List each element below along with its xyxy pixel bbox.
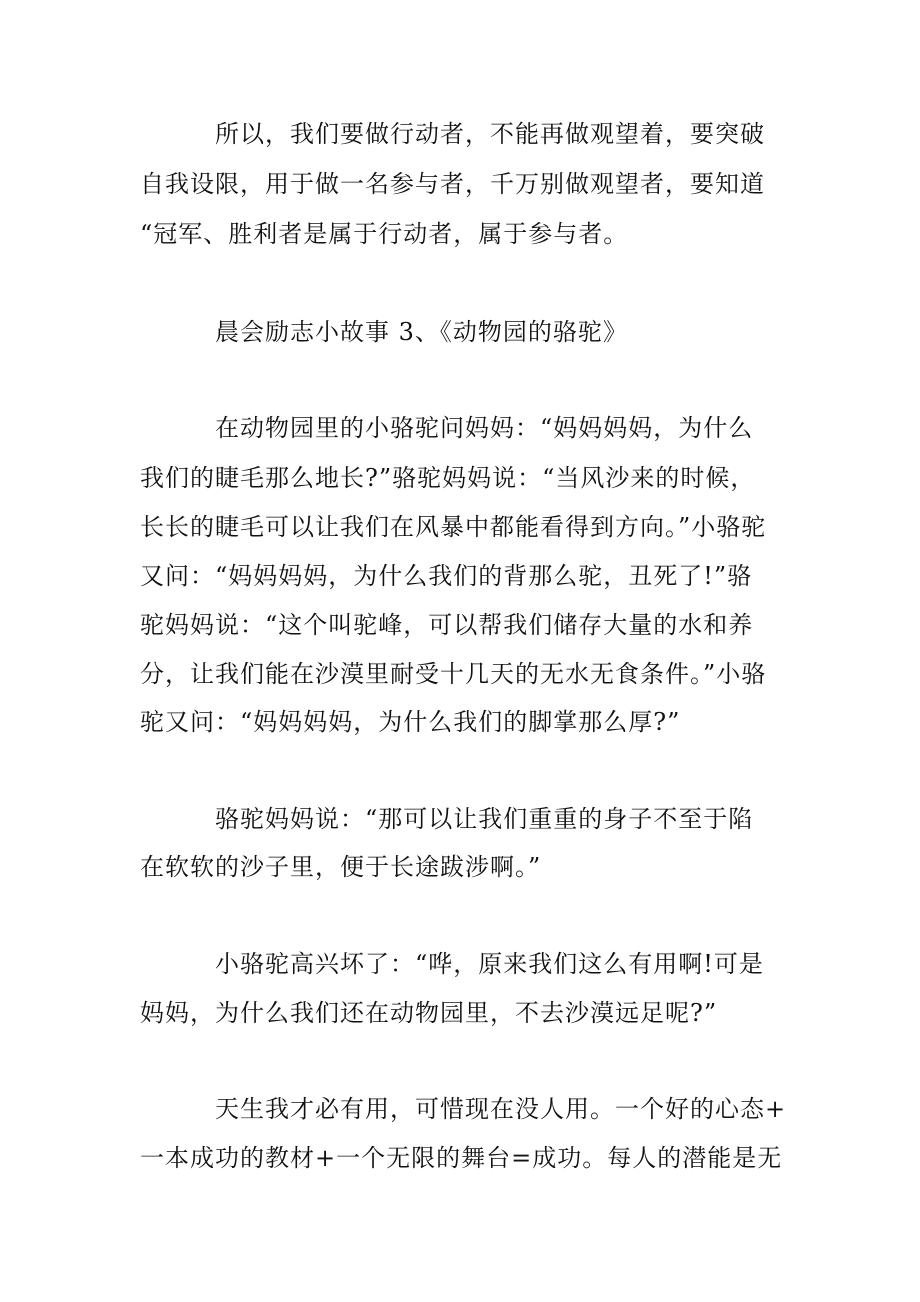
paragraph-4-line-1: 骆驼妈妈说：“那可以让我们重重的身子不至于陷 xyxy=(215,805,754,833)
paragraph-3-line-7: 驼又问：“妈妈妈妈，为什么我们的脚掌那么厚?” xyxy=(140,708,681,736)
story-heading: 晨会励志小故事 3、《动物园的骆驼》 xyxy=(215,318,628,346)
paragraph-3-line-5: 驼妈妈说：“这个叫驼峰，可以帮我们储存大量的水和养 xyxy=(140,611,754,639)
paragraph-3-line-3: 长长的睫毛可以让我们在风暴中都能看得到方向。”小骆驼 xyxy=(140,513,767,541)
paragraph-6-line-1: 天生我才必有用，可惜现在没人用。一个好的心态+ xyxy=(215,1095,787,1123)
paragraph-3-line-1: 在动物园里的小骆驼问妈妈：“妈妈妈妈，为什么 xyxy=(215,414,754,442)
paragraph-3-line-4: 又问：“妈妈妈妈，为什么我们的背那么驼，丑死了!”骆 xyxy=(140,562,753,590)
paragraph-4-line-2: 在软软的沙子里，便于长途跋涉啊。” xyxy=(140,853,542,881)
paragraph-1-line-3: “冠军、胜利者是属于行动者，属于参与者。 xyxy=(140,220,629,248)
paragraph-5-line-2: 妈妈，为什么我们还在动物园里，不去沙漠远足呢?” xyxy=(140,999,718,1027)
paragraph-5-line-1: 小骆驼高兴坏了：“哗，原来我们这么有用啊!可是 xyxy=(215,950,764,978)
paragraph-3-line-6: 分，让我们能在沙漠里耐受十几天的无水无食条件。”小骆 xyxy=(140,660,767,688)
paragraph-3-line-2: 我们的睫毛那么地长?”骆驼妈妈说：“当风沙来的时候， xyxy=(140,464,756,492)
paragraph-6-line-2: 一本成功的教材+一个无限的舞台=成功。每人的潜能是无 xyxy=(140,1144,783,1172)
paragraph-1-line-2: 自我设限，用于做一名参与者，千万别做观望者，要知道 xyxy=(140,170,765,198)
paragraph-1-line-1: 所以，我们要做行动者，不能再做观望着，要突破 xyxy=(215,120,765,148)
